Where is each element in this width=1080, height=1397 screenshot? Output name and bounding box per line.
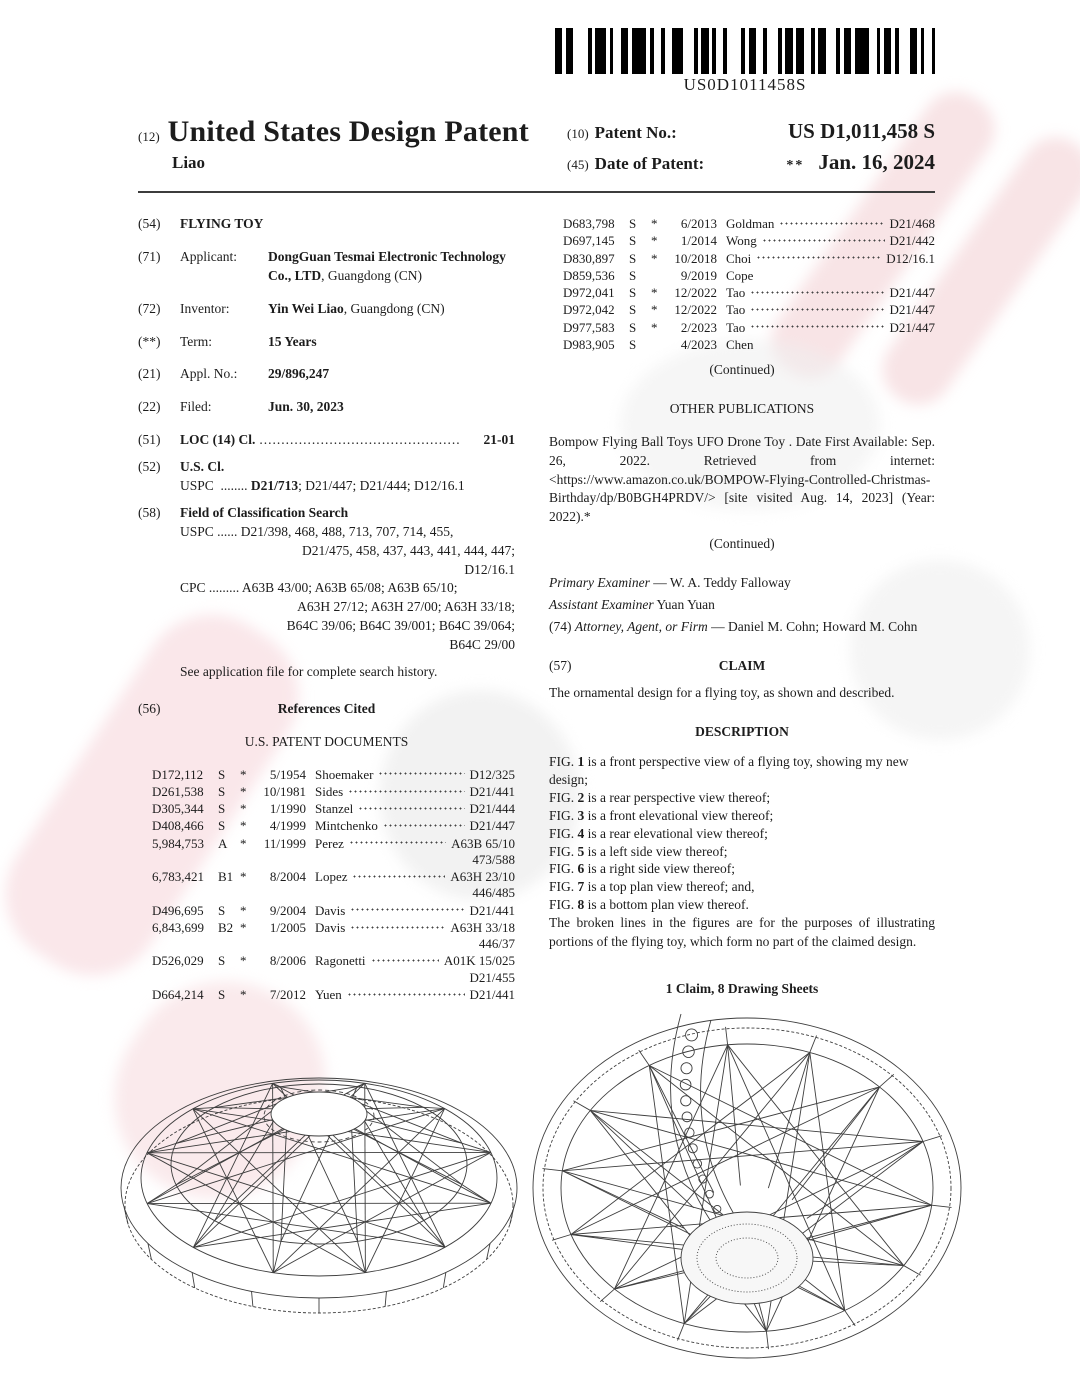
body-columns — [0, 193, 1080, 1003]
publication-citation: Bompow Flying Ball Toys UFO Drone Toy . Date First Available: Sep. 26, 2022. Retrieved from internet: <https://www.amazon.co.uk/BOMPOW-Flying-Controlled-Christmas-Birthday/dp/B0BGH4PRDV/> [site visited Aug. 14, 2023] (Year: 2022).* — [549, 433, 935, 525]
figure-description-line: FIG. 3 is a front elevational view thereof; — [549, 807, 774, 823]
reference-row: D261,538 S * 10/1981 Sides D21/441 — [152, 783, 515, 799]
assistant-examiner: Assistant Examiner Yuan Yuan — [549, 597, 715, 613]
application-number: 29/896,247 — [268, 366, 330, 382]
invention-title: FLYING TOY — [180, 216, 264, 231]
barcode-image — [555, 28, 935, 74]
dot-leader — [350, 902, 464, 915]
barcode-bar — [844, 28, 851, 74]
reference-row: D697,145 S * 1/2014 Wong D21/442 — [563, 233, 935, 249]
inventor-name: Yin Wei Liao — [268, 300, 344, 316]
barcode-bar — [924, 28, 931, 74]
dot-leader — [756, 250, 881, 263]
term-extension-stars: ** — [786, 158, 805, 173]
claim-sheets-summary: 1 Claim, 8 Drawing Sheets — [665, 980, 819, 996]
field-loc: (51) LOC (14) Cl. .............................................. 21-01 — [138, 431, 515, 450]
barcode-bar — [910, 28, 917, 74]
dot-leader — [762, 232, 885, 245]
field-appl-no: (21) Appl. No.: 29/896,247 — [138, 365, 515, 384]
broken-lines-note: The broken lines in the figures are for the purposes of illustrating portions of the flying toy, which form no part of the claimed design. — [549, 914, 935, 949]
figure-front-perspective-drawing — [112, 1028, 527, 1348]
figure-description-line: FIG. 2 is a rear perspective view thereof; — [549, 790, 771, 806]
dot-leader — [378, 766, 464, 779]
figure-description-line: FIG. 7 is a top plan view thereof; and, — [549, 879, 755, 895]
reference-row: D977,583 S * 2/2023 Tao D21/447 — [563, 319, 935, 335]
description-heading: DESCRIPTION — [695, 723, 789, 739]
examiners-block — [549, 574, 935, 637]
references-continued: (Continued) — [709, 362, 775, 377]
dot-leader — [348, 783, 464, 796]
right-column — [549, 215, 935, 1003]
figure-description-line: FIG. 6 is a right side view thereof; — [549, 861, 735, 877]
reference-row: D972,041 S * 12/2022 Tao D21/447 — [563, 285, 935, 300]
dot-leader — [750, 319, 884, 332]
reference-row: 5,984,753 A * 11/1999 Perez A63B 65/10 473/588 — [152, 835, 515, 867]
figure-descriptions — [549, 753, 935, 913]
field-title: (54) FLYING TOY — [138, 215, 515, 234]
barcode-bar — [749, 28, 756, 74]
barcode-bar — [595, 28, 606, 74]
reference-row: D683,798 S * 6/2013 Goldman D21/468 — [563, 216, 935, 231]
loc-class: 21-01 — [483, 432, 515, 448]
barcode-bar — [654, 28, 661, 74]
dot-leader — [779, 215, 884, 228]
barcode-bar — [884, 28, 891, 74]
reference-row: D496,695 S * 9/2004 Davis D21/441 — [152, 902, 515, 918]
barcode-bar — [665, 28, 672, 74]
barcode-bar — [785, 28, 792, 74]
reference-row: D830,897 S * 10/2018 Choi D12/16.1 — [563, 250, 935, 266]
barcode-bar — [566, 28, 573, 74]
references-table-left — [138, 766, 515, 1004]
publications-continued: (Continued) — [709, 536, 775, 552]
figure-description-line: FIG. 5 is a left side view thereof; — [549, 843, 728, 859]
barcode-bar — [932, 28, 936, 74]
field-applicant: (71) Applicant: DongGuan Tesmai Electronic Technology Co., LTD, Guangdong (CN) — [138, 248, 506, 283]
figure-description-line: FIG. 1 is a front perspective view of a flying toy, showing my new design; — [549, 754, 909, 788]
applicant-name: DongGuan Tesmai Electronic Technology Co., LTD — [268, 248, 506, 283]
reference-row: D983,905 S 4/2023 Chen — [563, 336, 754, 352]
barcode-bar — [826, 28, 837, 74]
primary-examiner: Primary Examiner — W. A. Teddy Falloway — [549, 575, 791, 591]
reference-row: D305,344 S * 1/1990 Stanzel D21/444 — [152, 801, 515, 817]
dot-leader — [350, 919, 445, 932]
dot-leader — [750, 301, 884, 314]
date-code: (45) — [567, 157, 589, 172]
barcode-bar — [756, 28, 763, 74]
barcode-bar — [672, 28, 683, 74]
claim-text: The ornamental design for a flying toy, as shown and described. — [549, 684, 895, 700]
reference-row: 6,843,699 B2 * 1/2005 Davis A63H 33/18 446/37 — [152, 919, 515, 952]
barcode-bar — [716, 28, 723, 74]
barcode-bar — [683, 28, 694, 74]
attorney-agent-firm: (74) Attorney, Agent, or Firm — Daniel M. Cohn; Howard M. Cohn — [549, 618, 918, 634]
barcode-block — [555, 28, 935, 95]
patent-date: Jan. 16, 2024 — [818, 150, 935, 174]
reference-row: D859,536 S 9/2019 Cope — [563, 267, 754, 283]
search-history-note: See application file for complete search history. — [180, 664, 438, 680]
document-title: United States Design Patent — [167, 115, 529, 148]
barcode-bar — [818, 28, 825, 74]
patent-number: US D1,011,458 S — [787, 119, 935, 143]
barcode-bar — [855, 28, 870, 74]
figure-description-line: FIG. 8 is a bottom plan view thereof. — [549, 896, 749, 912]
barcode-number: US0D1011458S — [683, 75, 807, 94]
dot-leader — [358, 800, 464, 813]
dot-leader — [349, 835, 446, 848]
barcode-bar — [701, 28, 708, 74]
other-publications-heading: OTHER PUBLICATIONS — [669, 400, 815, 416]
reference-row: D972,042 S * 12/2022 Tao D21/447 — [563, 302, 935, 318]
barcode-bar — [796, 28, 803, 74]
barcode-bar — [804, 28, 811, 74]
field-us-cl: (52) U.S. Cl. USPC ........ D21/713; D21/447; D21/444; D12/16.1 — [138, 458, 515, 496]
figure-description-line: FIG. 4 is a rear elevational view thereof; — [549, 825, 768, 841]
filing-date: Jun. 30, 2023 — [268, 399, 344, 415]
field-inventor: (72) Inventor: Yin Wei Liao, Guangdong (CN) — [138, 300, 445, 316]
dot-leader — [371, 952, 439, 965]
barcode-bar — [621, 28, 628, 74]
term-value: 15 Years — [268, 333, 317, 349]
barcode-bar — [573, 28, 588, 74]
reference-row: D172,112 S * 5/1954 Shoemaker D12/325 — [152, 766, 515, 782]
reference-row: 6,783,421 B1 * 8/2004 Lopez A63H 23/10 446/485 — [152, 869, 515, 901]
dot-leader — [347, 986, 465, 999]
reference-row: D526,029 S * 8/2006 Ragonetti A01K 15/025 D21/455 — [152, 953, 515, 985]
reference-row: D664,214 S * 7/2012 Yuen D21/441 — [152, 986, 515, 1002]
field-term: (**) Term: 15 Years — [138, 333, 515, 352]
patent-no-label: Patent No.: — [594, 123, 677, 142]
reference-row: D408,466 S * 4/1999 Mintchenko D21/447 — [152, 818, 515, 834]
barcode-bar — [632, 28, 647, 74]
barcode-bar — [555, 28, 562, 74]
patent-no-code: (10) — [567, 126, 589, 141]
references-cited-heading: (56) References Cited — [138, 700, 376, 716]
references-table-right — [549, 215, 935, 353]
barcode-bar — [767, 28, 778, 74]
dot-leader — [750, 284, 884, 297]
field-classification-search: (58) Field of Classification Search USPC ...... D21/398, 468, 488, 713, 707, 714, 455, D21/475, 458, 437, 443, 441, 444, 447; D12/16.1 CPC ......... A63B 43/00; A63B 65/08; A63B 65/10; A63H 27/12; A63H 27/00; A63H 33/18; B64C 39/06; B64C 39/001; B64C 39/064; B64C 29/00 See application file for complete search history. — [138, 504, 515, 682]
barcode-bar — [613, 28, 620, 74]
dot-leader — [383, 817, 465, 830]
field-filed: (22) Filed: Jun. 30, 2023 — [138, 398, 515, 417]
uspc-classes: USPC ........ D21/713; D21/447; D21/444; D12/16.1 — [180, 478, 465, 494]
claim-heading: (57) CLAIM — [549, 657, 766, 673]
page-header — [0, 95, 1080, 181]
left-column — [138, 215, 515, 1003]
us-patent-documents-heading: U.S. PATENT DOCUMENTS — [244, 733, 409, 749]
dot-leader — [352, 868, 445, 881]
barcode-bar — [727, 28, 742, 74]
date-label: Date of Patent: — [594, 154, 705, 173]
inventor-surname: Liao — [172, 153, 206, 172]
barcode-bar — [869, 28, 876, 74]
figure-rear-perspective-drawing — [520, 1004, 975, 1384]
kind-code: (12) — [138, 129, 160, 144]
barcode-bar — [899, 28, 910, 74]
